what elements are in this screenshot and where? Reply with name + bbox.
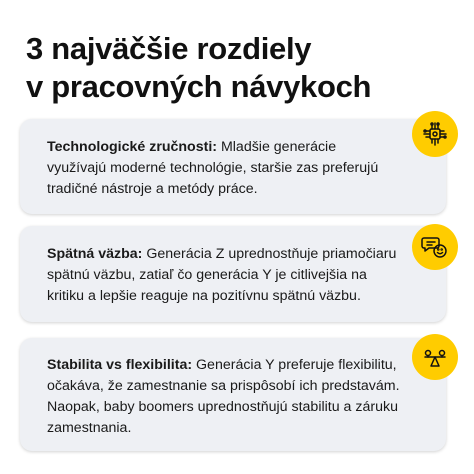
card-text [47, 137, 409, 200]
card-line [47, 244, 409, 265]
card-line [47, 137, 409, 158]
card-line-text: Mladšie generácie [217, 139, 337, 155]
card-stability-flexibility [20, 338, 446, 451]
card-line: kritiku a lepšie reaguje na pozitívnu spätnú väzbu. [47, 288, 361, 304]
card-text [47, 244, 409, 307]
card-line: očakáva, že zamestnanie sa prispôsobí ich predstavám. [47, 378, 400, 394]
technology-chip-icon [412, 111, 458, 157]
card-technology-skills [20, 119, 446, 214]
card-line: spätnú väzbu, zatiaľ čo generácia Y je citlivejšia na [47, 267, 367, 283]
card-line-text: Generácia Y preferuje flexibilitu, [192, 357, 397, 373]
card-text [47, 355, 442, 439]
title-line-2: v pracovných návykoch [26, 69, 372, 104]
card-lead: Technologické zručnosti: [47, 139, 218, 155]
feedback-chat-icon [412, 224, 458, 270]
card-feedback [20, 226, 446, 322]
page-title [26, 30, 446, 106]
title-line-1: 3 najväčšie rozdiely [26, 31, 312, 66]
card-line: tradičné nástroje a metódy práce. [47, 181, 258, 197]
card-line: zamestnania. [47, 420, 132, 436]
card-lead: Spätná väzba: [47, 246, 143, 262]
card-line: využívajú moderné technológie, staršie zas preferujú [47, 160, 379, 176]
card-line-text: Generácia Z uprednostňuje priamočiaru [142, 246, 397, 262]
card-line: Naopak, baby boomers uprednostňujú stabilitu a záruku [47, 399, 398, 415]
card-line [47, 355, 442, 376]
balance-scale-icon [412, 334, 458, 380]
card-lead: Stabilita vs flexibilita: [47, 357, 193, 373]
